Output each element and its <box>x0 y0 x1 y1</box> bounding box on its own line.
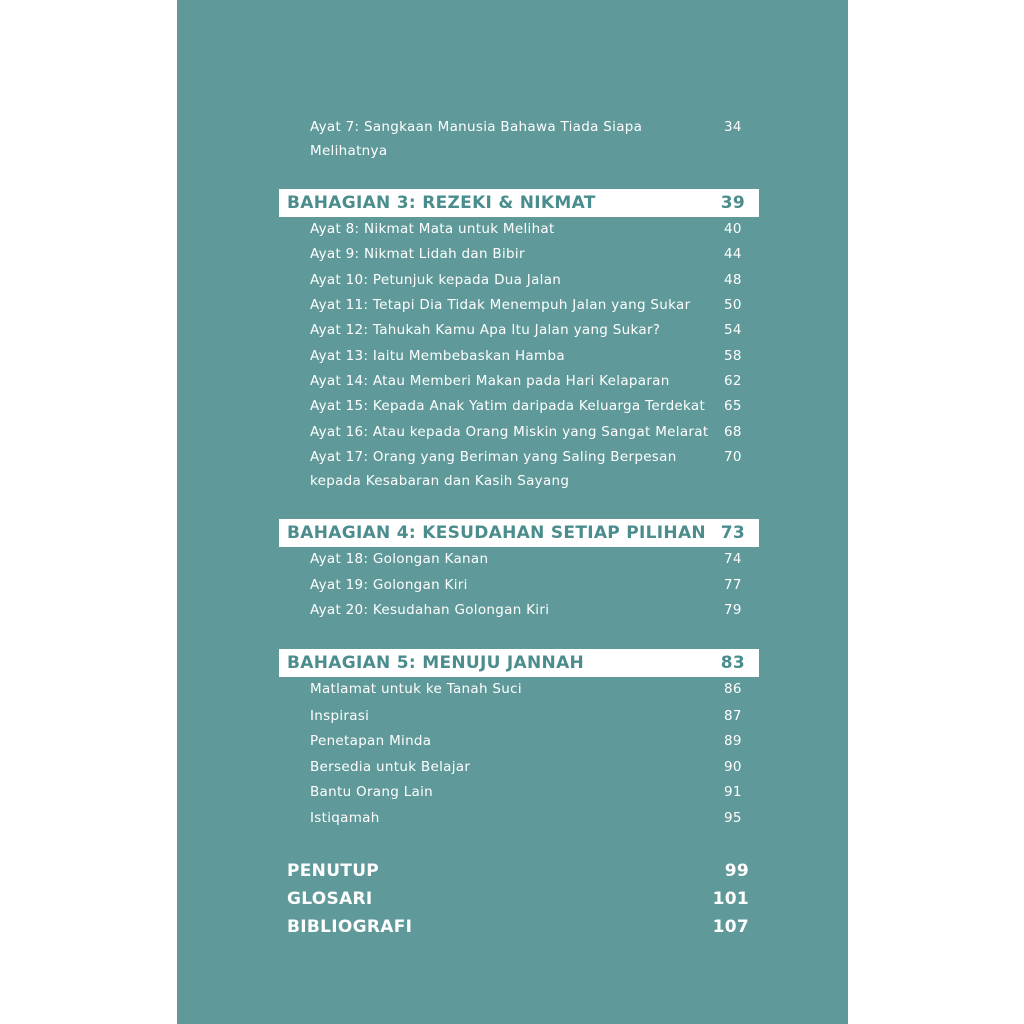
toc-entry-title: Ayat 11: Tetapi Dia Tidak Menempuh Jalan yang Sukar <box>310 297 691 313</box>
toc-entry-page: 91 <box>724 784 742 800</box>
section-header-bahagian-4 <box>279 519 759 547</box>
toc-entry-title: Bersedia untuk Belajar <box>310 759 471 775</box>
section-title: BAHAGIAN 5: MENUJU JANNAH <box>287 653 585 673</box>
toc-entry-title: Istiqamah <box>310 810 380 826</box>
toc-entry-page: 70 <box>724 449 742 465</box>
toc-entry-page: 34 <box>724 119 742 135</box>
toc-entry-page: 89 <box>724 733 742 749</box>
toc-entry-title: Ayat 12: Tahukah Kamu Apa Itu Jalan yang Sukar? <box>310 322 661 338</box>
toc-entry-title: Ayat 7: Sangkaan Manusia Bahawa Tiada Siapa <box>310 119 643 135</box>
end-matter-page: 99 <box>724 861 749 881</box>
toc-entry-title: Ayat 10: Petunjuk kepada Dua Jalan <box>310 272 562 288</box>
toc-entry-page: 77 <box>724 577 742 593</box>
toc-entry-title: Ayat 19: Golongan Kiri <box>310 577 468 593</box>
toc-entry-title: Ayat 17: Orang yang Beriman yang Saling Berpesan <box>310 449 677 465</box>
toc-entry-page: 50 <box>724 297 742 313</box>
section-header-bahagian-3 <box>279 189 759 217</box>
toc-entry-page: 74 <box>724 551 742 567</box>
end-matter-title: GLOSARI <box>287 889 373 909</box>
toc-entry-title: Ayat 18: Golongan Kanan <box>310 551 489 567</box>
toc-entry-title-line2: kepada Kesabaran dan Kasih Sayang <box>310 473 570 489</box>
end-matter-title: BIBLIOGRAFI <box>287 917 413 937</box>
toc-entry-title: Penetapan Minda <box>310 733 432 749</box>
section-title: BAHAGIAN 3: REZEKI & NIKMAT <box>287 193 596 213</box>
end-matter-page: 101 <box>712 889 749 909</box>
toc-entry-title: Ayat 15: Kepada Anak Yatim daripada Keluarga Terdekat <box>310 398 706 414</box>
toc-entry-page: 44 <box>724 246 742 262</box>
toc-entry-page: 90 <box>724 759 742 775</box>
toc-entry-page: 40 <box>724 221 742 237</box>
toc-entry-page: 95 <box>724 810 742 826</box>
toc-entry-title: Ayat 14: Atau Memberi Makan pada Hari Kelaparan <box>310 373 670 389</box>
toc-entry-title: Ayat 8: Nikmat Mata untuk Melihat <box>310 221 555 237</box>
section-header-bahagian-5 <box>279 649 759 677</box>
toc-entry-title: Bantu Orang Lain <box>310 784 433 800</box>
toc-entry-page: 48 <box>724 272 742 288</box>
toc-entry-page: 68 <box>724 424 742 440</box>
toc-entry-title: Ayat 20: Kesudahan Golongan Kiri <box>310 602 550 618</box>
toc-entry-page: 65 <box>724 398 742 414</box>
toc-entry-page: 54 <box>724 322 742 338</box>
toc-entry-page: 62 <box>724 373 742 389</box>
toc-entry-title: Ayat 9: Nikmat Lidah dan Bibir <box>310 246 525 262</box>
toc-entry-title: Inspirasi <box>310 708 370 724</box>
section-page: 39 <box>720 193 745 213</box>
toc-entry-title: Ayat 16: Atau kepada Orang Miskin yang Sangat Melarat <box>310 424 709 440</box>
toc-entry-page: 79 <box>724 602 742 618</box>
section-page: 83 <box>720 653 745 673</box>
toc-entry-title-line2: Melihatnya <box>310 143 388 159</box>
end-matter-page: 107 <box>712 917 749 937</box>
toc-entry-page: 86 <box>724 681 742 697</box>
toc-entry-page: 87 <box>724 708 742 724</box>
section-page: 73 <box>720 523 745 543</box>
section-title: BAHAGIAN 4: KESUDAHAN SETIAP PILIHAN <box>287 523 706 543</box>
toc-entry-title: Ayat 13: Iaitu Membebaskan Hamba <box>310 348 565 364</box>
end-matter-title: PENUTUP <box>287 861 380 881</box>
toc-entry-page: 58 <box>724 348 742 364</box>
toc-entry-title: Matlamat untuk ke Tanah Suci <box>310 681 522 697</box>
